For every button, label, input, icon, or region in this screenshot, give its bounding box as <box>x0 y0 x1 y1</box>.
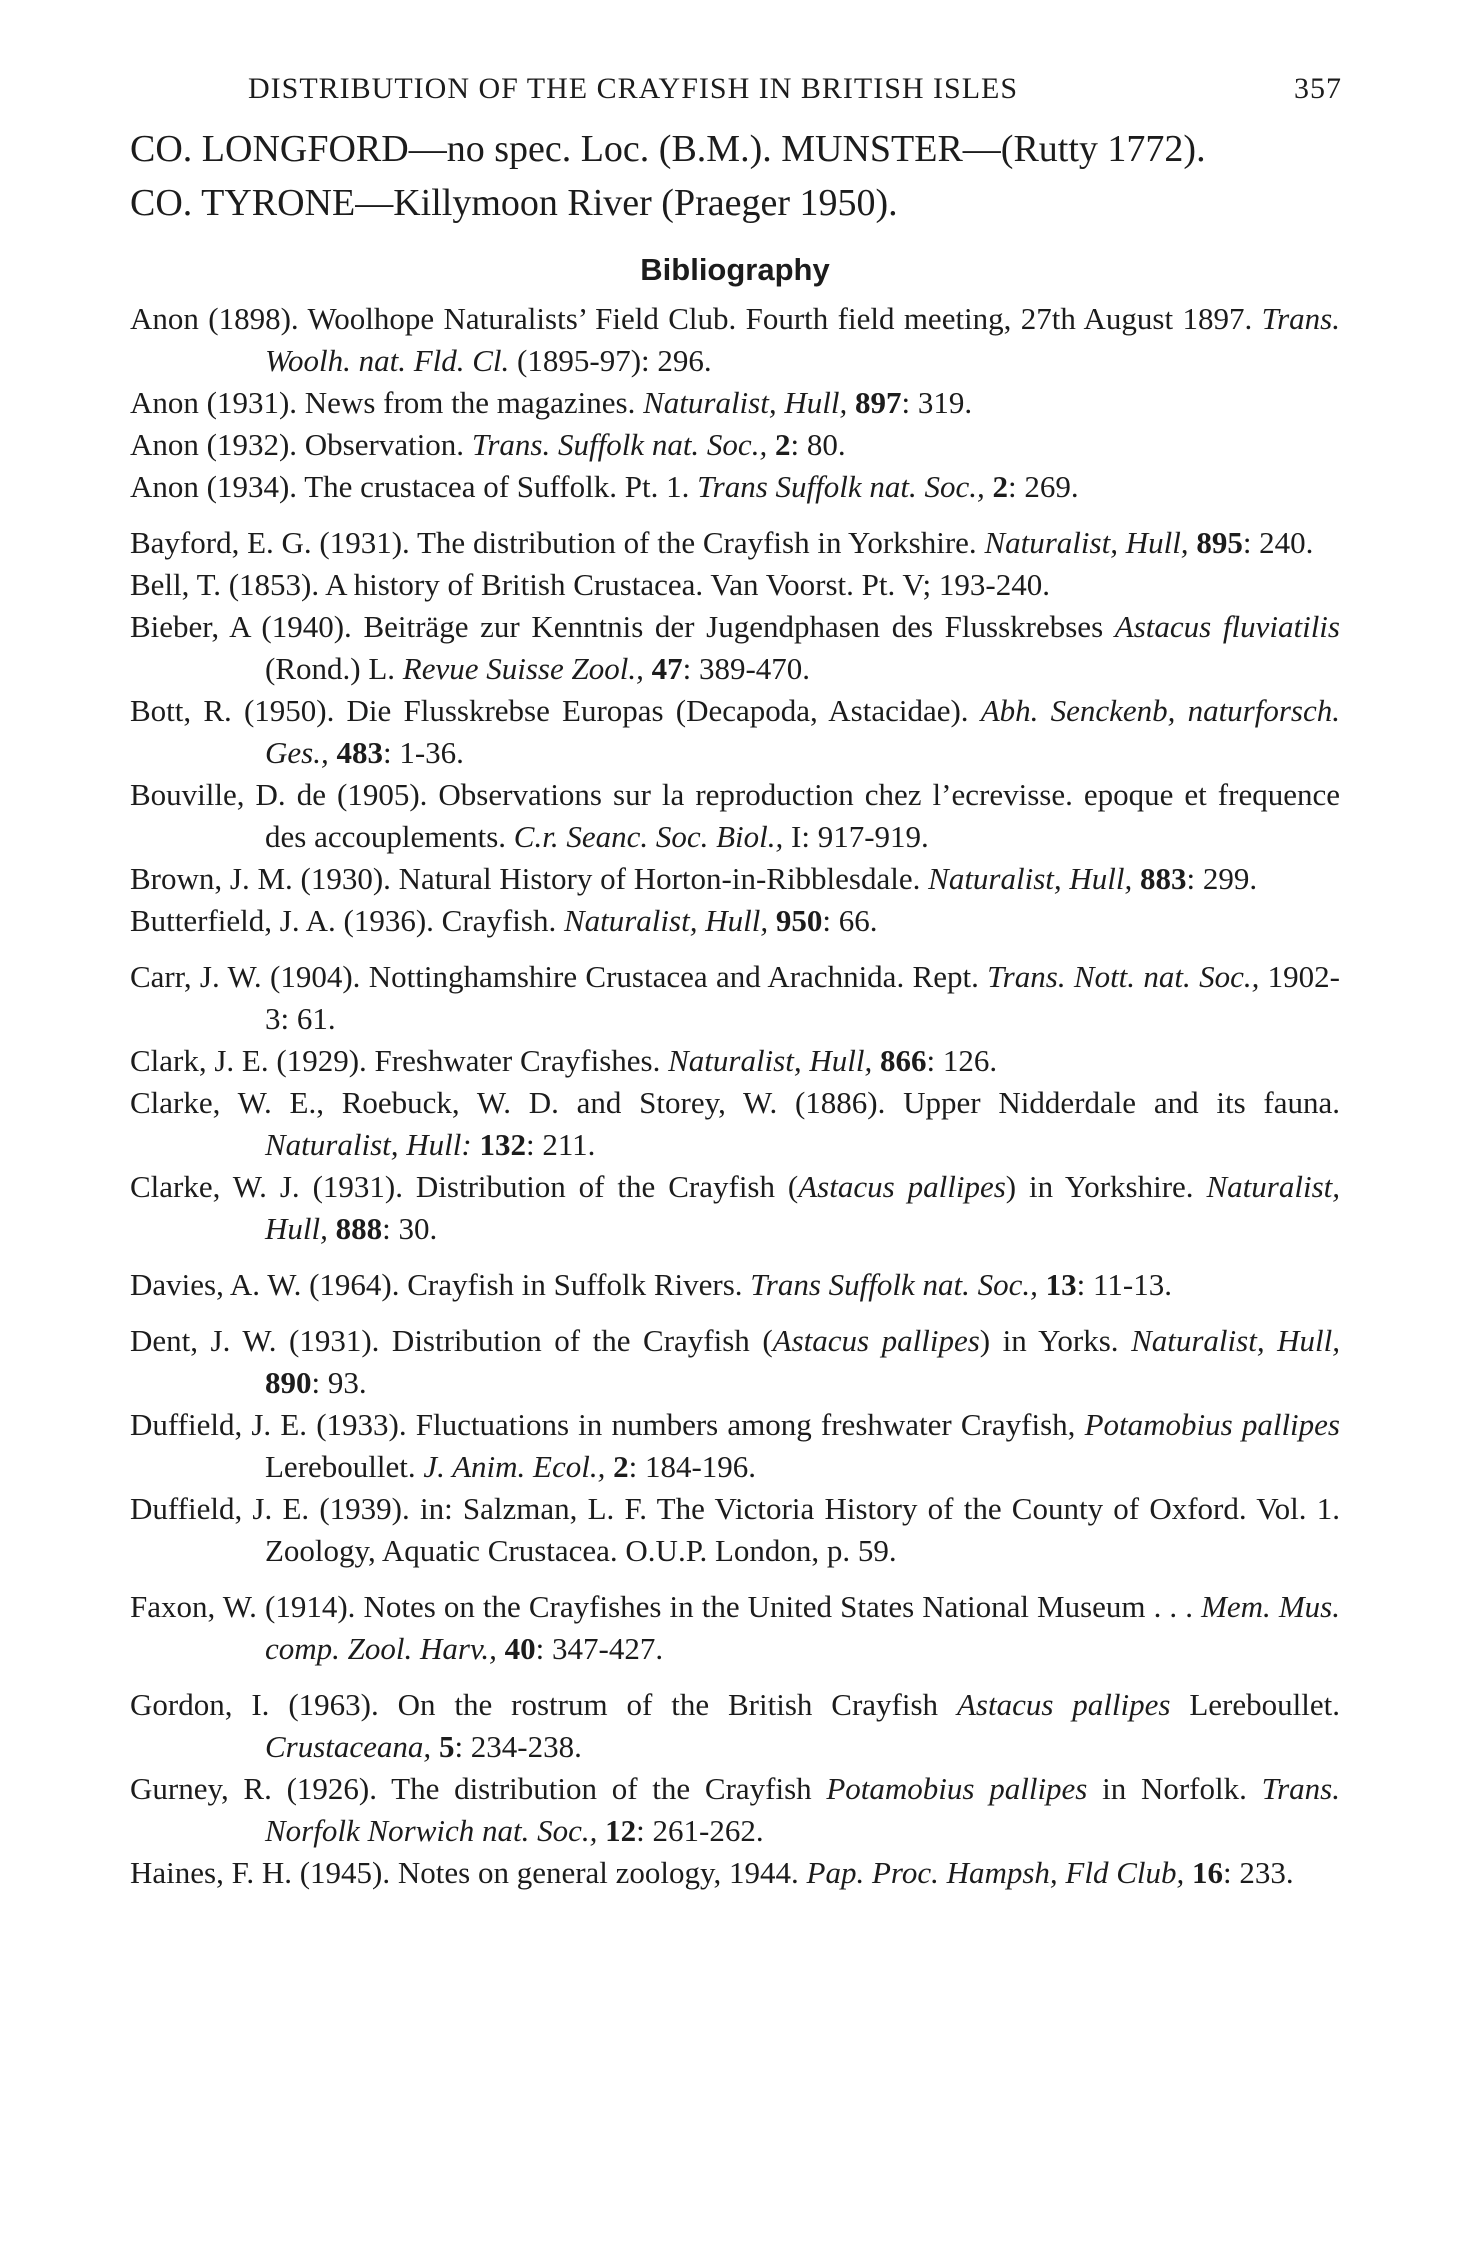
entry-italic-text: Naturalist, Hull, <box>643 385 848 420</box>
entry-text <box>768 903 776 938</box>
entry-italic-text: Naturalist, Hull, <box>265 1169 1340 1246</box>
bibliography-entry <box>130 956 1340 1040</box>
entry-text <box>597 1813 605 1848</box>
entry-text: Bouville, D. de (1905). Observations sur la reproduction chez l’ecrevisse. epoque et frequence des accouplements. <box>130 777 1340 854</box>
bibliography-entry <box>130 1684 1340 1768</box>
entry-text: : 261-262. <box>636 1813 764 1848</box>
page-number: 357 <box>1294 72 1342 105</box>
entry-text: Gordon, I. (1963). On the rostrum of the British Crayfish <box>130 1687 957 1722</box>
entry-italic-text: Astacus pallipes <box>956 1687 1171 1722</box>
entry-volume: 895 <box>1196 525 1243 560</box>
entry-text: in Norfolk. <box>1087 1771 1262 1806</box>
bibliography-entry <box>130 774 1340 858</box>
entry-text: : 299. <box>1186 861 1258 896</box>
entry-volume: 16 <box>1192 1855 1224 1890</box>
entry-text: : 269. <box>1007 469 1079 504</box>
entry-text: Anon (1932). Observation. <box>130 427 472 462</box>
bibliography-entry <box>130 900 1340 942</box>
bibliography-entry <box>130 1320 1340 1404</box>
running-head-title: DISTRIBUTION OF THE CRAYFISH IN BRITISH ISLES <box>248 72 1019 105</box>
entry-text: : 234-238. <box>454 1729 582 1764</box>
bibliography-heading: Bibliography <box>640 252 830 287</box>
entry-italic-text: Trans. Suffolk nat. Soc., <box>471 427 768 462</box>
bibliography-list <box>130 298 1340 1894</box>
bibliography-entry <box>130 606 1340 690</box>
entry-italic-text: C.r. Seanc. Soc. Biol., <box>513 819 784 854</box>
entry-volume: 5 <box>438 1729 455 1764</box>
entry-text: Dent, J. W. (1931). Distribution of the Crayfish ( <box>130 1323 773 1358</box>
entry-volume: 2 <box>613 1449 629 1484</box>
entry-text: Davies, A. W. (1964). Crayfish in Suffolk Rivers. <box>130 1267 751 1302</box>
entry-text: Anon (1898). Woolhope Naturalists’ Field Club. Fourth field meeting, 27th August 1897. <box>130 301 1262 336</box>
entry-text: Faxon, W. (1914). Notes on the Crayfishes in the United States National Museum . . . <box>130 1589 1202 1624</box>
bibliography-entry <box>130 298 1340 382</box>
entry-text <box>605 1449 613 1484</box>
entry-text: : 233. <box>1223 1855 1294 1890</box>
entry-italic-text: Pap. Proc. Hampsh, Fld Club, <box>806 1855 1185 1890</box>
entry-text <box>767 427 775 462</box>
entry-text: : 80. <box>790 427 846 462</box>
entry-text: : 347-427. <box>535 1631 664 1666</box>
entry-italic-text: Abh. Senckenb, naturforsch. Ges., <box>265 693 1340 770</box>
bibliography-entry <box>130 1166 1340 1250</box>
entry-italic-text: Mem. Mus. comp. Zool. Harv., <box>265 1589 1340 1666</box>
entry-italic-text: Naturalist, Hull, <box>668 1043 873 1078</box>
entry-text: Lereboullet. <box>1170 1687 1340 1722</box>
entry-text: Clarke, W. E., Roebuck, W. D. and Storey, W. (1886). Upper Nidderdale and its fauna. <box>130 1085 1340 1120</box>
entry-italic-text: Potamobius pallipes <box>826 1771 1088 1806</box>
bibliography-entry <box>130 1040 1340 1082</box>
entry-text <box>497 1631 505 1666</box>
entry-text: Anon (1934). The crustacea of Suffolk. Pt. 1. <box>130 469 698 504</box>
bibliography-entry <box>130 1852 1340 1894</box>
entry-italic-text: Astacus fluviatilis <box>1114 609 1340 644</box>
entry-text: Duffield, J. E. (1933). Fluctuations in numbers among freshwater Crayfish, <box>130 1407 1085 1442</box>
bibliography-entry <box>130 424 1340 466</box>
entry-text: : 30. <box>382 1211 438 1246</box>
entry-text: : 1-36. <box>382 735 464 770</box>
entry-text <box>1132 861 1140 896</box>
entry-text: (Rond.) L. <box>265 651 403 686</box>
entry-text: Bell, T. (1853). A history of British Crustacea. Van Voorst. Pt. V; 193-240. <box>130 567 1050 602</box>
locality-line: CO. TYRONE—Killymoon River (Praeger 1950). <box>130 182 898 224</box>
entry-text: Clarke, W. J. (1931). Distribution of the Crayfish ( <box>130 1169 799 1204</box>
entry-text: : 240. <box>1242 525 1314 560</box>
entry-volume: 12 <box>605 1813 637 1848</box>
entry-volume: 888 <box>335 1211 383 1246</box>
entry-text: ) in Yorkshire. <box>1005 1169 1207 1204</box>
entry-text <box>644 651 652 686</box>
entry-text: Carr, J. W. (1904). Nottinghamshire Crustacea and Arachnida. Rept. <box>130 959 988 994</box>
entry-italic-text: Trans. Nott. nat. Soc., <box>987 959 1260 994</box>
entry-italic-text: Naturalist, Hull: <box>265 1127 472 1162</box>
entry-text: Gurney, R. (1926). The distribution of the Crayfish <box>130 1771 827 1806</box>
entry-italic-text: J. Anim. Ecol., <box>423 1449 606 1484</box>
bibliography-entry <box>130 858 1340 900</box>
entry-italic-text: Naturalist, Hull, <box>928 861 1133 896</box>
bibliography-entry <box>130 522 1340 564</box>
entry-volume: 890 <box>265 1365 312 1400</box>
bibliography-entry <box>130 1586 1340 1670</box>
entry-text: : 389-470. <box>682 651 811 686</box>
entry-text <box>872 1043 880 1078</box>
bibliography-entry <box>130 564 1340 606</box>
running-head <box>130 62 1340 122</box>
entry-italic-text: Naturalist, Hull, <box>563 903 769 938</box>
entry-volume: 483 <box>336 735 383 770</box>
entry-text: : 126. <box>926 1043 998 1078</box>
entry-volume: 132 <box>479 1127 526 1162</box>
entry-volume: 866 <box>879 1043 927 1078</box>
entry-text: : 66. <box>822 903 878 938</box>
entry-text <box>328 1211 336 1246</box>
locality-line: CO. LONGFORD—no spec. Loc. (B.M.). MUNSTER—(Rutty 1772). <box>130 128 1206 170</box>
entry-text: Clark, J. E. (1929). Freshwater Crayfishes. <box>130 1043 669 1078</box>
entry-volume: 40 <box>504 1631 536 1666</box>
entry-text: : 211. <box>525 1127 596 1162</box>
entry-text: ) in Yorks. <box>979 1323 1132 1358</box>
entry-text: : 11-13. <box>1076 1267 1172 1302</box>
entry-volume: 883 <box>1140 861 1187 896</box>
entry-text <box>431 1729 439 1764</box>
entry-volume: 950 <box>775 903 823 938</box>
page <box>130 62 1340 1894</box>
bibliography-entry <box>130 1404 1340 1488</box>
entry-italic-text: Revue Suisse Zool., <box>402 651 644 686</box>
entry-italic-text: Potamobius pallipes <box>1084 1407 1340 1442</box>
entry-italic-text: Trans. Woolh. nat. Fld. Cl. <box>265 301 1340 378</box>
entry-text: : 93. <box>311 1365 367 1400</box>
entry-text: Lereboullet. <box>265 1449 424 1484</box>
bibliography-entry <box>130 382 1340 424</box>
entry-text: : 319. <box>901 385 973 420</box>
bibliography-entry <box>130 1082 1340 1166</box>
entry-italic-text: Trans Suffolk nat. Soc., <box>697 469 985 504</box>
entry-text <box>1038 1267 1046 1302</box>
entry-italic-text: Trans. Norfolk Norwich nat. Soc., <box>265 1771 1340 1848</box>
entry-text: 1902-3: 61. <box>265 959 1340 1036</box>
entry-volume: 47 <box>651 651 683 686</box>
bibliography-entry <box>130 1488 1340 1572</box>
entry-text: Duffield, J. E. (1939). in: Salzman, L. F. The Victoria History of the County of Oxford. Vol. 1. Zoology, Aquatic Crustacea. O.U.P. London, p. 59. <box>130 1491 1340 1568</box>
entry-text <box>1184 1855 1192 1890</box>
bibliography-entry <box>130 1768 1340 1852</box>
entry-italic-text: Astacus pallipes <box>798 1169 1006 1204</box>
entry-text: Bieber, A (1940). Beiträge zur Kenntnis der Jugendphasen des Flusskrebses <box>130 609 1115 644</box>
entry-italic-text: Naturalist, Hull, <box>984 525 1189 560</box>
entry-text: Haines, F. H. (1945). Notes on general zoology, 1944. <box>130 1855 807 1890</box>
bibliography-entry <box>130 690 1340 774</box>
entry-italic-text: Crustaceana, <box>265 1729 432 1764</box>
entry-text: : 184-196. <box>628 1449 757 1484</box>
entry-text: Anon (1931). News from the magazines. <box>130 385 644 420</box>
entry-text: Brown, J. M. (1930). Natural History of Horton-in-Ribblesdale. <box>130 861 929 896</box>
bibliography-entry <box>130 466 1340 508</box>
entry-text: I: 917-919. <box>783 819 929 854</box>
entry-volume: 2 <box>992 469 1008 504</box>
entry-italic-text: Naturalist, Hull, <box>1131 1323 1340 1358</box>
entry-italic-text: Astacus pallipes <box>772 1323 980 1358</box>
entry-volume: 2 <box>774 427 791 462</box>
entry-volume: 13 <box>1045 1267 1077 1302</box>
entry-volume: 897 <box>854 385 902 420</box>
entry-text <box>847 385 855 420</box>
entry-text: Bayford, E. G. (1931). The distribution of the Crayfish in Yorkshire. <box>130 525 985 560</box>
bibliography-entry <box>130 1264 1340 1306</box>
entry-italic-text: Trans Suffolk nat. Soc., <box>750 1267 1038 1302</box>
entry-text: (1895-97): 296. <box>509 343 712 378</box>
entry-text: Bott, R. (1950). Die Flusskrebse Europas (Decapoda, Astacidae). <box>130 693 981 728</box>
entry-text: Butterfield, J. A. (1936). Crayfish. <box>130 903 564 938</box>
